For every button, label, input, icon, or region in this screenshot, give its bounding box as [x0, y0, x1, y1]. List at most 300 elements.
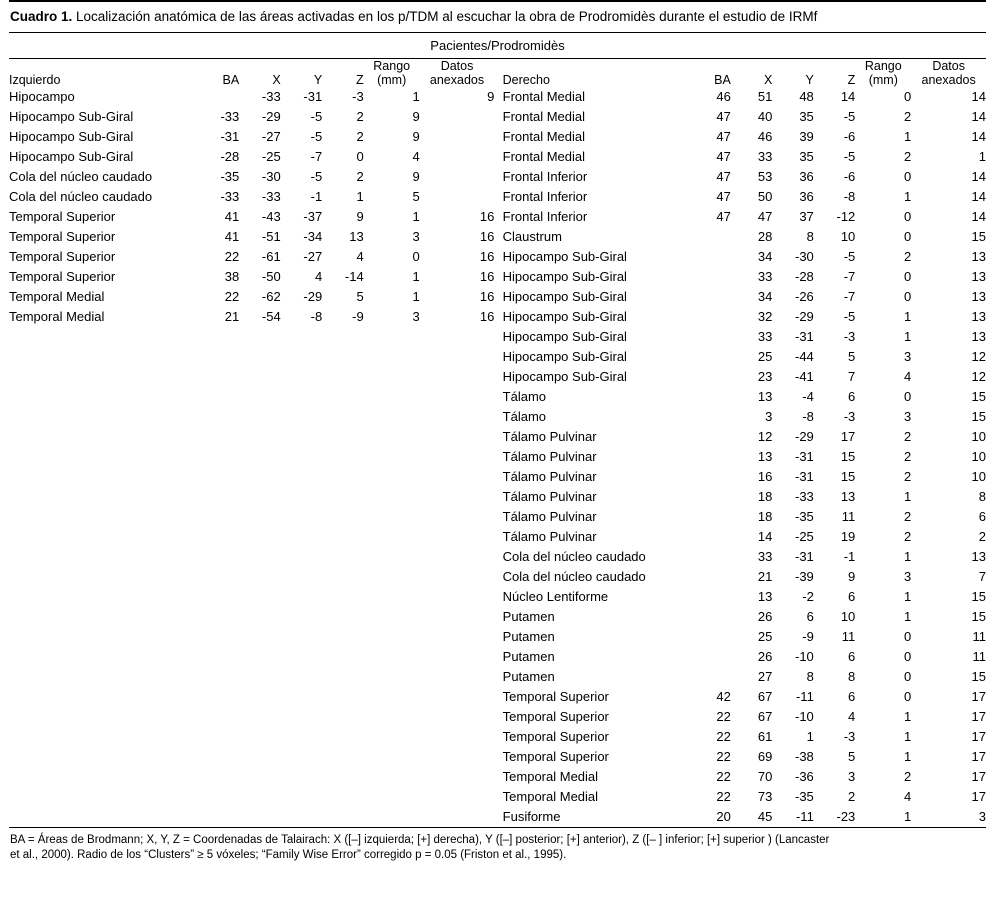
row-left-datos: 9	[487, 88, 495, 104]
row-left-label	[9, 747, 198, 767]
row-left-label	[9, 447, 198, 467]
row-left-datos	[420, 507, 495, 527]
row-right-y: 37	[799, 208, 814, 224]
row-right-ba: 46	[716, 88, 731, 104]
table-row	[9, 347, 986, 367]
row-right-x: 21	[757, 568, 773, 584]
row-right-rango: 2	[904, 148, 912, 164]
row-left-x	[239, 567, 280, 587]
row-right-ba: 47	[716, 128, 731, 144]
row-right-label: Tálamo Pulvinar	[502, 448, 597, 464]
row-spacer	[494, 687, 502, 707]
row-right-datos: 7	[978, 568, 986, 584]
row-left-y	[281, 587, 322, 607]
row-left-rango: 1	[412, 208, 420, 224]
row-left-y: -37	[303, 208, 323, 224]
row-spacer	[494, 187, 502, 207]
table-row	[9, 467, 986, 487]
row-spacer	[494, 667, 502, 687]
row-left-ba: 22	[224, 248, 240, 264]
row-right-z: -5	[843, 308, 856, 324]
row-right-z: 3	[848, 768, 856, 784]
row-right-z: 6	[848, 388, 856, 404]
row-left-rango	[364, 367, 420, 387]
row-right-x: 69	[757, 748, 773, 764]
row-left-datos: 16	[479, 308, 495, 324]
col-left-rango-line2: (mm)	[377, 72, 407, 87]
row-right-label: Núcleo Lentiforme	[502, 588, 609, 604]
col-right-y: Y	[805, 72, 814, 87]
row-left-ba	[198, 547, 239, 567]
row-right-x: 61	[757, 728, 773, 744]
row-left-rango: 9	[412, 168, 420, 184]
row-left-label	[9, 407, 198, 427]
row-right-datos: 17	[971, 748, 986, 764]
row-left-label: Cola del núcleo caudado	[9, 188, 153, 204]
row-left-y	[281, 567, 322, 587]
row-left-ba	[198, 447, 239, 467]
row-right-label: Tálamo	[502, 388, 547, 404]
row-right-z: 15	[840, 468, 856, 484]
row-left-ba	[198, 487, 239, 507]
row-left-ba	[198, 807, 239, 827]
row-left-y	[281, 467, 322, 487]
row-right-ba	[689, 267, 730, 287]
row-left-x: -30	[261, 168, 281, 184]
row-left-x	[239, 707, 280, 727]
row-right-rango: 2	[904, 428, 912, 444]
row-right-y: 8	[806, 668, 814, 684]
row-right-x: 26	[757, 648, 773, 664]
row-left-y	[281, 607, 322, 627]
row-left-y	[281, 707, 322, 727]
row-right-ba: 22	[716, 708, 731, 724]
row-left-label: Hipocampo Sub-Giral	[9, 148, 134, 164]
row-right-y: -11	[795, 688, 814, 704]
row-left-rango	[364, 587, 420, 607]
row-right-rango: 1	[904, 188, 912, 204]
row-left-ba	[198, 467, 239, 487]
row-left-y: -5	[310, 168, 323, 184]
row-left-rango	[364, 387, 420, 407]
row-right-label: Fusiforme	[502, 808, 561, 824]
row-left-x	[239, 807, 280, 827]
row-right-ba	[689, 427, 730, 447]
row-left-z: 5	[356, 288, 364, 304]
col-left-rango	[364, 59, 420, 87]
row-right-ba	[689, 627, 730, 647]
row-left-z	[322, 687, 363, 707]
row-right-z: 6	[848, 648, 856, 664]
row-right-rango: 0	[904, 88, 912, 104]
row-right-rango: 1	[904, 588, 912, 604]
row-right-z: 11	[841, 628, 856, 644]
row-right-rango: 0	[904, 668, 912, 684]
row-spacer	[494, 727, 502, 747]
row-left-z: 9	[356, 208, 364, 224]
row-left-ba	[198, 527, 239, 547]
row-left-ba	[198, 87, 239, 107]
row-left-z	[322, 627, 363, 647]
row-right-ba	[689, 487, 730, 507]
row-right-z: 8	[848, 668, 856, 684]
row-right-y: 1	[806, 728, 814, 744]
group-header: Pacientes/Prodromidès	[430, 37, 565, 53]
row-left-ba: -33	[220, 108, 240, 124]
row-right-ba: 22	[716, 748, 731, 764]
table-row	[9, 787, 986, 807]
row-left-z	[322, 787, 363, 807]
row-right-rango: 2	[904, 108, 912, 124]
row-left-x	[239, 347, 280, 367]
row-right-label: Hipocampo Sub-Giral	[502, 328, 627, 344]
row-left-ba	[198, 687, 239, 707]
col-right-datos	[911, 59, 986, 87]
row-spacer	[494, 527, 502, 547]
row-left-label	[9, 367, 198, 387]
row-left-y	[281, 767, 322, 787]
row-left-datos	[420, 807, 495, 827]
row-right-x: 28	[757, 228, 773, 244]
row-right-y: -11	[795, 808, 814, 824]
row-right-x: 53	[757, 168, 773, 184]
row-right-datos: 13	[971, 308, 986, 324]
row-right-z: 5	[848, 748, 856, 764]
row-left-label: Temporal Superior	[9, 208, 116, 224]
row-left-label	[9, 507, 198, 527]
row-right-label: Frontal Medial	[502, 148, 586, 164]
row-left-datos	[420, 667, 495, 687]
row-right-datos: 10	[971, 428, 986, 444]
table-row	[9, 667, 986, 687]
row-right-x: 25	[757, 628, 773, 644]
row-right-label: Tálamo	[502, 408, 547, 424]
row-left-label: Temporal Superior	[9, 248, 116, 264]
row-right-datos: 14	[971, 168, 986, 184]
row-left-z	[322, 367, 363, 387]
row-right-label: Temporal Medial	[502, 768, 599, 784]
row-right-z: -3	[843, 728, 856, 744]
row-left-y: -29	[303, 288, 323, 304]
row-right-ba: 22	[716, 788, 731, 804]
row-left-label	[9, 767, 198, 787]
row-left-z	[322, 407, 363, 427]
row-right-z: 9	[848, 568, 856, 584]
row-spacer	[494, 127, 502, 147]
row-right-y: 35	[799, 108, 814, 124]
row-right-x: 25	[757, 348, 773, 364]
row-right-x: 16	[757, 468, 773, 484]
row-left-z: -9	[352, 308, 364, 324]
row-right-z: 17	[840, 428, 856, 444]
caption-text: Localización anatómica de las áreas activadas en los p/TDM al escuchar la obra de Prodromidès durante el estudio de IRMf	[72, 9, 818, 24]
row-spacer	[494, 787, 502, 807]
row-left-z	[322, 487, 363, 507]
row-right-label: Tálamo Pulvinar	[502, 528, 597, 544]
row-left-z	[322, 567, 363, 587]
row-right-datos: 17	[971, 728, 986, 744]
row-left-y	[281, 747, 322, 767]
row-left-rango	[364, 327, 420, 347]
row-right-ba: 42	[716, 688, 731, 704]
row-left-label: Hipocampo Sub-Giral	[9, 108, 134, 124]
row-right-label: Cola del núcleo caudado	[502, 548, 646, 564]
row-right-y: -4	[802, 388, 814, 404]
row-right-label: Temporal Superior	[502, 708, 609, 724]
row-left-rango: 1	[412, 288, 420, 304]
row-right-rango: 1	[904, 728, 912, 744]
row-left-datos	[420, 767, 495, 787]
row-left-y	[281, 807, 322, 827]
row-left-y	[281, 527, 322, 547]
row-left-label	[9, 347, 198, 367]
table-row	[9, 547, 986, 567]
row-right-datos: 10	[971, 468, 986, 484]
row-left-z: 4	[356, 248, 364, 264]
row-left-x: -54	[261, 308, 281, 324]
row-right-label: Claustrum	[502, 228, 562, 244]
row-right-z: 15	[840, 448, 856, 464]
row-right-ba	[689, 247, 730, 267]
row-right-ba	[689, 367, 730, 387]
col-right-x: X	[763, 72, 773, 87]
row-left-x: -51	[261, 228, 281, 244]
row-left-z: 13	[349, 228, 364, 244]
row-left-z: 0	[356, 148, 364, 164]
row-right-y: -30	[795, 248, 814, 264]
row-right-label: Frontal Inferior	[502, 168, 588, 184]
row-right-x: 51	[757, 88, 773, 104]
row-left-rango	[364, 547, 420, 567]
col-left-y: Y	[313, 72, 323, 87]
row-right-ba: 22	[716, 768, 731, 784]
row-left-rango: 5	[412, 188, 420, 204]
row-left-label	[9, 647, 198, 667]
row-right-ba	[689, 227, 730, 247]
row-left-label: Cola del núcleo caudado	[9, 168, 153, 184]
table-row	[9, 87, 986, 107]
row-right-rango: 0	[904, 648, 912, 664]
row-left-y	[281, 487, 322, 507]
row-spacer	[494, 627, 502, 647]
row-left-datos: 16	[479, 248, 495, 264]
row-right-ba: 47	[716, 208, 731, 224]
row-right-y: 36	[799, 188, 814, 204]
row-right-x: 23	[757, 368, 773, 384]
row-spacer	[494, 267, 502, 287]
row-right-label: Frontal Inferior	[502, 208, 588, 224]
row-left-ba: 22	[224, 288, 240, 304]
row-right-rango: 2	[904, 448, 912, 464]
row-right-z: 2	[848, 788, 856, 804]
row-left-datos	[420, 747, 495, 767]
row-right-x: 73	[757, 788, 773, 804]
row-right-datos: 14	[971, 128, 986, 144]
row-right-z: -6	[843, 128, 856, 144]
row-right-datos: 15	[971, 588, 986, 604]
table-row	[9, 587, 986, 607]
row-right-label: Tálamo Pulvinar	[502, 488, 597, 504]
row-left-x	[239, 387, 280, 407]
row-left-ba	[198, 347, 239, 367]
row-left-datos: 16	[479, 228, 495, 244]
row-right-label: Hipocampo Sub-Giral	[502, 248, 627, 264]
row-left-datos	[420, 707, 495, 727]
row-spacer	[494, 107, 502, 127]
row-right-y: -39	[795, 568, 814, 584]
table-row	[9, 707, 986, 727]
row-right-x: 27	[757, 668, 773, 684]
row-right-z: 19	[840, 528, 856, 544]
table-row	[9, 807, 986, 827]
row-right-ba: 20	[716, 808, 731, 824]
row-right-datos: 15	[971, 608, 986, 624]
row-right-rango: 1	[904, 488, 912, 504]
row-right-y: 39	[799, 128, 814, 144]
row-right-ba	[689, 527, 730, 547]
table-row	[9, 147, 986, 167]
row-right-datos: 12	[971, 348, 986, 364]
row-right-ba	[689, 507, 730, 527]
row-left-datos	[420, 367, 495, 387]
row-right-ba	[689, 647, 730, 667]
row-left-y: -5	[310, 108, 323, 124]
row-right-x: 70	[757, 768, 773, 784]
row-left-rango	[364, 687, 420, 707]
row-left-datos: 16	[479, 208, 495, 224]
row-left-rango: 0	[412, 248, 420, 264]
row-left-rango	[364, 787, 420, 807]
table-row	[9, 687, 986, 707]
row-spacer	[494, 567, 502, 587]
row-left-z	[322, 747, 363, 767]
row-spacer	[494, 507, 502, 527]
table-row	[9, 567, 986, 587]
row-left-z	[322, 547, 363, 567]
row-left-rango	[364, 527, 420, 547]
header-spacer	[494, 59, 502, 87]
row-right-z: 5	[848, 348, 856, 364]
row-right-datos: 12	[971, 368, 986, 384]
footnote-line-1: BA = Áreas de Brodmann; X, Y, Z = Coordenadas de Talairach: X ([–] izquierda; [+] derecha), Y ([–] posterior; [+] anterior), Z ([– ] inferior; [+] superior ) (Lancaster	[10, 833, 830, 846]
row-left-rango	[364, 647, 420, 667]
row-right-y: -25	[795, 528, 814, 544]
col-right-datos-line2: anexados	[921, 72, 976, 87]
footnote-line-2: et al., 2000). Radio de los “Clusters” ≥ 5 vóxeles; “Family Wise Error” corregido p = 0.05 (Friston et al., 1995).	[10, 848, 567, 861]
row-right-x: 33	[757, 328, 773, 344]
row-left-label	[9, 587, 198, 607]
row-left-datos	[420, 467, 495, 487]
row-right-x: 67	[757, 708, 773, 724]
row-right-rango: 2	[904, 508, 912, 524]
row-right-z: -5	[843, 248, 856, 264]
row-left-z	[322, 607, 363, 627]
row-right-datos: 14	[971, 208, 986, 224]
row-right-ba	[689, 467, 730, 487]
row-left-y	[281, 647, 322, 667]
row-left-label	[9, 427, 198, 447]
row-right-z: -5	[843, 148, 856, 164]
row-left-ba: 41	[224, 228, 240, 244]
row-left-x	[239, 767, 280, 787]
row-left-x	[239, 607, 280, 627]
row-spacer	[494, 707, 502, 727]
row-spacer	[494, 307, 502, 327]
row-left-y	[281, 347, 322, 367]
row-right-datos: 14	[971, 88, 986, 104]
row-right-y: -41	[795, 368, 814, 384]
row-left-datos	[420, 147, 495, 167]
row-left-z	[322, 707, 363, 727]
row-left-z	[322, 467, 363, 487]
row-left-z: 2	[356, 128, 364, 144]
row-left-z	[322, 427, 363, 447]
row-left-z	[322, 667, 363, 687]
row-right-label: Putamen	[502, 608, 555, 624]
table-row	[9, 327, 986, 347]
row-left-x	[239, 587, 280, 607]
row-right-z: 10	[840, 228, 856, 244]
col-left-ba: BA	[222, 72, 240, 87]
row-right-z: 6	[848, 588, 856, 604]
row-spacer	[494, 367, 502, 387]
row-right-rango: 1	[904, 328, 912, 344]
row-right-datos: 1	[978, 148, 986, 164]
row-left-y	[281, 407, 322, 427]
row-left-z	[322, 527, 363, 547]
row-right-rango: 0	[904, 688, 912, 704]
row-left-label: Hipocampo	[9, 88, 75, 104]
row-left-ba: -35	[220, 168, 240, 184]
row-left-y	[281, 507, 322, 527]
row-left-x	[239, 527, 280, 547]
row-right-label: Tálamo Pulvinar	[502, 508, 597, 524]
row-right-z: -23	[836, 808, 856, 824]
row-left-z	[322, 727, 363, 747]
row-left-datos	[420, 447, 495, 467]
row-left-ba	[198, 627, 239, 647]
row-right-x: 13	[757, 448, 773, 464]
col-right-label: Derecho	[502, 72, 550, 87]
row-right-rango: 2	[904, 528, 912, 544]
row-right-rango: 1	[904, 548, 912, 564]
row-right-label: Frontal Medial	[502, 128, 586, 144]
table-row	[9, 747, 986, 767]
row-left-rango: 1	[412, 88, 420, 104]
col-right-datos-line1: Datos	[932, 58, 965, 73]
row-right-rango: 0	[904, 628, 912, 644]
row-spacer	[494, 247, 502, 267]
row-right-label: Putamen	[502, 648, 555, 664]
row-left-z: 1	[356, 188, 364, 204]
row-right-x: 47	[757, 208, 773, 224]
row-spacer	[494, 327, 502, 347]
row-right-datos: 6	[978, 508, 986, 524]
row-right-label: Hipocampo Sub-Giral	[502, 268, 627, 284]
table-row	[9, 107, 986, 127]
row-right-y: -28	[795, 268, 814, 284]
row-left-x	[239, 687, 280, 707]
col-left-datos	[420, 59, 495, 87]
row-left-label	[9, 607, 198, 627]
row-right-y: 36	[799, 168, 814, 184]
table-row	[9, 507, 986, 527]
row-right-ba	[689, 667, 730, 687]
row-right-z: 7	[848, 368, 856, 384]
row-left-ba	[198, 507, 239, 527]
row-spacer	[494, 287, 502, 307]
row-left-z	[322, 507, 363, 527]
